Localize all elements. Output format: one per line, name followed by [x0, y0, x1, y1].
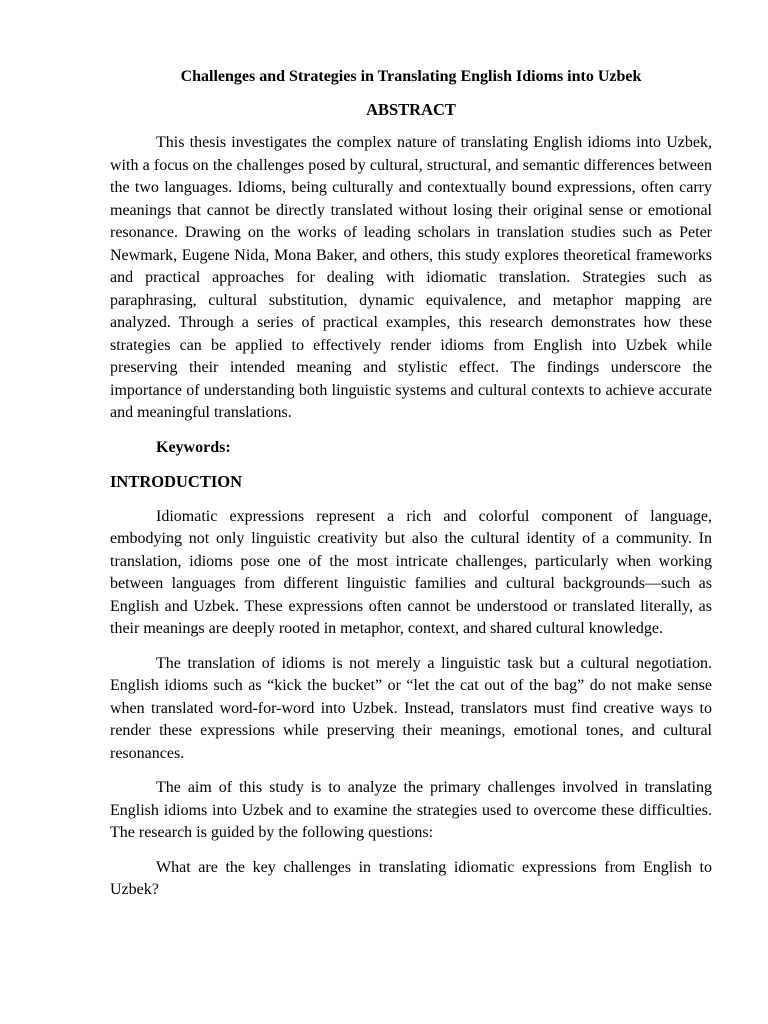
intro-paragraph-3: The aim of this study is to analyze the primary challenges involved in translating English idioms into Uzbek and to examine the strategies used to overcome these difficulties. The research is guided by the following questions:: [110, 779, 712, 841]
document-title: Challenges and Strategies in Translating English Idioms into Uzbek: [180, 68, 642, 85]
intro-paragraph-2: The translation of idioms is not merely a linguistic task but a cultural negotiation. English idioms such as “kick the bucket” or “let the cat out of the bag” do not make sense when translated word-for-word into Uzbek. Instead, translators must find creative ways to render these expressions while preserving their meanings, emotional tones, and cultural resonances.: [110, 654, 712, 762]
document-page: [110, 66, 712, 914]
introduction-heading: INTRODUCTION: [110, 472, 243, 491]
intro-paragraph-4: What are the key challenges in translating idiomatic expressions from English to Uzbek?: [110, 858, 712, 898]
intro-paragraph-1: Idiomatic expressions represent a rich and colorful component of language, embodying not only linguistic creativity but also the cultural identity of a community. In translation, idioms pose one of the most intricate challenges, particularly when working between languages from different linguistic families and cultural backgrounds—such as English and Uzbek. These expressions often cannot be understood or translated literally, as their meanings are deeply rooted in metaphor, context, and shared cultural knowledge.: [110, 507, 712, 637]
keywords-label: Keywords:: [156, 438, 231, 456]
abstract-heading: ABSTRACT: [366, 99, 456, 119]
abstract-paragraph: This thesis investigates the complex nature of translating English idioms into Uzbek, with a focus on the challenges posed by cultural, structural, and semantic differences between the two languages. Idioms, being culturally and contextually bound expressions, often carry meanings that cannot be directly translated without losing their original sense or emotional resonance. Drawing on the works of leading scholars in translation studies such as Peter Newmark, Eugene Nida, Mona Baker, and others, this study explores theoretical frameworks and practical approaches for dealing with idiomatic translation. Strategies such as paraphrasing, cultural substitution, dynamic equivalence, and metaphor mapping are analyzed. Through a series of practical examples, this research demonstrates how these strategies can be applied to effectively render idioms from English into Uzbek while preserving their intended meaning and stylistic effect. The findings underscore the importance of understanding both linguistic systems and cultural contexts to achieve accurate and meaningful translations.: [110, 134, 712, 421]
